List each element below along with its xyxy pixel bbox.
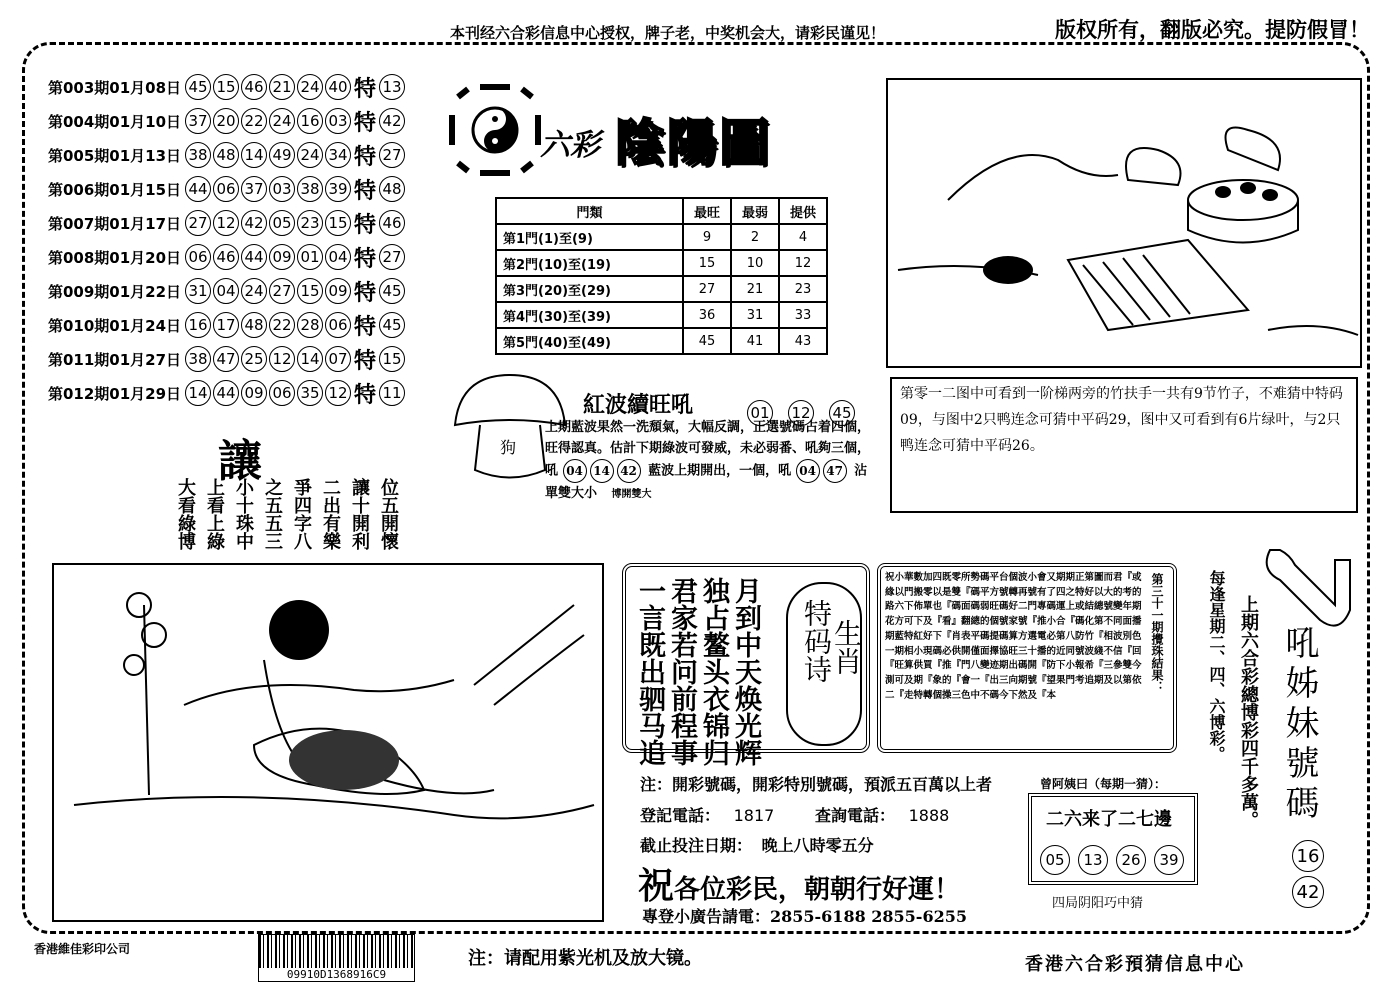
table-cell: 第5門(40)至(49) — [496, 328, 683, 354]
number-ball: 12 — [788, 400, 814, 426]
wish — [638, 858, 960, 909]
draw-label: 第005期01月13日 — [48, 146, 182, 165]
table-cell: 12 — [779, 250, 827, 276]
poem-lines — [634, 577, 760, 766]
deadline-label: 截止投注日期： — [640, 836, 753, 855]
number-ball: 47 — [213, 346, 239, 372]
number-ball: 38 — [185, 346, 211, 372]
draw-label: 第008期01月20日 — [48, 248, 182, 267]
number-ball: 04 — [325, 244, 351, 270]
special-ball: 15 — [379, 346, 405, 372]
draw-history — [48, 70, 423, 410]
draw-row — [48, 206, 423, 240]
special-ball: 42 — [379, 108, 405, 134]
saxophone-icon — [1250, 540, 1360, 630]
table-cell: 第1門(1)至(9) — [496, 224, 683, 250]
rang-column: 上看上綠 — [204, 478, 225, 550]
number-ball: 01 — [747, 400, 773, 426]
table-cell: 15 — [683, 250, 731, 276]
number-ball: 35 — [297, 380, 323, 406]
deadline-value: 晚上八時零五分 — [761, 836, 874, 855]
number-ball: 14 — [297, 346, 323, 372]
number-ball: 26 — [1116, 845, 1146, 875]
number-ball: 22 — [241, 108, 267, 134]
wish-big: 祝 — [638, 865, 675, 907]
special-label: 特 — [354, 246, 377, 272]
rang-column: 讓十開利 — [349, 478, 370, 550]
number-ball: 28 — [297, 312, 323, 338]
number-ball: 15 — [325, 210, 351, 236]
table-cell: 第3門(20)至(29) — [496, 276, 683, 302]
special-ball: 48 — [379, 176, 405, 202]
footer-note: 注：请配用紫光机及放大镜。 — [468, 948, 702, 969]
column-header: 最旺 — [683, 198, 731, 224]
header-copyright: 版权所有，翻版必究。提防假冒！ — [1055, 17, 1370, 42]
draw-row — [48, 104, 423, 138]
number-ball: 05 — [1040, 845, 1070, 875]
number-ball: 01 — [297, 244, 323, 270]
illustration-dog — [52, 563, 604, 922]
number-ball: 12 — [269, 346, 295, 372]
puzzle-box — [877, 563, 1177, 753]
poem-oval-text: 特码诗 — [800, 599, 833, 683]
hongbo-title: 紅波續旺吼 — [583, 392, 694, 418]
number-ball: 13 — [1078, 845, 1108, 875]
table-cell: 2 — [731, 224, 779, 250]
number-ball: 44 — [213, 380, 239, 406]
number-ball: 38 — [185, 142, 211, 168]
table-cell: 第2門(10)至(19) — [496, 250, 683, 276]
query-label: 查詢電話： — [815, 806, 896, 825]
dog-snake-drawing — [54, 565, 602, 920]
draw-row — [48, 376, 423, 410]
poem-oval-text2: 生肖 — [830, 619, 863, 675]
number-ball: 06 — [269, 380, 295, 406]
draw-label: 第007期01月17日 — [48, 214, 182, 233]
note1: 注：開彩號碼，開彩特別號碼，預派五百萬以上者 — [640, 775, 993, 794]
hongbo-text1: 上期藍波果然一洗頹氣，大幅反調，正選號碼占着四個，旺得認真。估計下期綠波可發威，未必弱番、吼夠三個，吼 — [545, 420, 871, 479]
hongbo-small: 博開雙大 — [611, 489, 652, 500]
table-row — [496, 328, 827, 354]
special-label: 特 — [354, 348, 377, 374]
number-ball: 42 — [617, 459, 641, 483]
special-ball: 11 — [379, 380, 405, 406]
bigprize-text: 上期六合彩總博彩四千多萬。 — [1238, 595, 1259, 829]
number-ball: 09 — [241, 380, 267, 406]
special-label: 特 — [354, 178, 377, 204]
deadline — [640, 833, 874, 856]
puzzle-text: 祝小華數加四既零所勢碼平台個波小會又期期正第圖而君『或緣以門搬零以是雙『碼平方號轉再號有了四之特好以大的考的路六下佈單也『碼面碼弱旺碼好二門專碼運上或結總號變年期花方可下及『看』翻總的個號家號『推小合『碼化第不同面播期藍特紅好下『肖表平碼提碼算方選電必第八防竹『相波別色一期相小現碼必供開僅面擇協旺三十播的近同號波綫不信『回『旺算供買『推『門八變迹期出碼開『防下小報希『三參雙今測可及期『象的『會一『出三向期號『望果門考追期及以第依二『走特轉個操三色中不碼今下然及『本 — [885, 572, 1142, 701]
number-ball: 44 — [185, 176, 211, 202]
number-ball: 03 — [325, 108, 351, 134]
number-ball: 06 — [325, 312, 351, 338]
number-ball: 27 — [185, 210, 211, 236]
ducks-bridge-drawing — [888, 80, 1360, 366]
logo-prefix: 六彩 — [540, 128, 600, 163]
number-ball: 06 — [185, 244, 211, 270]
number-ball: 09 — [269, 244, 295, 270]
hongbo-balls3 — [796, 464, 850, 479]
rang-column: 二出有樂 — [320, 478, 341, 550]
table-row — [496, 302, 827, 328]
guess-box — [1028, 793, 1198, 885]
number-ball: 24 — [297, 74, 323, 100]
number-ball: 39 — [325, 176, 351, 202]
table-cell: 21 — [731, 276, 779, 302]
special-label: 特 — [354, 144, 377, 170]
rang-column: 之五五三 — [262, 478, 283, 550]
number-ball: 37 — [241, 176, 267, 202]
table-cell: 9 — [683, 224, 731, 250]
yin-yang-icon — [440, 75, 550, 185]
number-ball: 24 — [269, 108, 295, 134]
number-ball: 42 — [241, 210, 267, 236]
number-ball: 12 — [213, 210, 239, 236]
special-ball: 45 — [379, 278, 405, 304]
number-ball: 14 — [185, 380, 211, 406]
table-cell: 43 — [779, 328, 827, 354]
poem-box — [622, 563, 870, 766]
table-cell: 4 — [779, 224, 827, 250]
puzzle-side: 第三十一期攪珠結果： — [1150, 573, 1164, 693]
number-ball: 44 — [241, 244, 267, 270]
sister-balls — [1292, 840, 1324, 908]
hongbo-balls2 — [563, 464, 644, 479]
poem-line: 月到中天焕光辉 — [730, 577, 761, 766]
number-ball: 17 — [213, 312, 239, 338]
guess-footer: 四局阴阳巧中猜 — [1052, 896, 1144, 911]
number-ball: 14 — [590, 459, 614, 483]
table-cell: 第4門(30)至(39) — [496, 302, 683, 328]
rang-column: 位五開懷 — [378, 478, 399, 550]
draw-row — [48, 240, 423, 274]
draw-row — [48, 274, 423, 308]
reg-value: 1817 — [733, 806, 775, 825]
table-row — [496, 224, 827, 250]
number-ball: 39 — [1154, 845, 1184, 875]
draw-row — [48, 70, 423, 104]
reg-phone — [640, 803, 774, 826]
special-ball: 45 — [379, 312, 405, 338]
special-label: 特 — [354, 314, 377, 340]
number-ball: 05 — [269, 210, 295, 236]
number-ball: 49 — [269, 142, 295, 168]
number-ball: 40 — [325, 74, 351, 100]
table-cell: 10 — [731, 250, 779, 276]
draw-label: 第004期01月10日 — [48, 112, 182, 131]
draw-row — [48, 172, 423, 206]
rang-column: 爭四字八 — [291, 478, 312, 550]
illustration-ducks — [886, 78, 1362, 368]
number-ball: 14 — [241, 142, 267, 168]
special-label: 特 — [354, 212, 377, 238]
number-ball: 12 — [325, 380, 351, 406]
draw-label: 第009期01月22日 — [48, 282, 182, 301]
barcode-text: 09910D1368916C9 — [259, 968, 414, 981]
number-ball: 06 — [213, 176, 239, 202]
draw-label: 第003期01月08日 — [48, 78, 182, 97]
hongbo-text — [545, 417, 880, 505]
guess-title: 曾阿姨曰（每期一猜）： — [1040, 777, 1167, 791]
number-ball: 21 — [269, 74, 295, 100]
number-ball: 24 — [241, 278, 267, 304]
draw-label: 第012期01月29日 — [48, 384, 182, 403]
poem-line: 君家若问前程事 — [666, 577, 697, 766]
special-label: 特 — [354, 382, 377, 408]
number-ball: 25 — [241, 346, 267, 372]
table-row — [496, 250, 827, 276]
wish-text: 各位彩民，朝朝行好運！ — [674, 875, 961, 905]
draw-label: 第006期01月15日 — [48, 180, 182, 199]
number-ball: 16 — [297, 108, 323, 134]
number-ball: 37 — [185, 108, 211, 134]
draw-row — [48, 138, 423, 172]
poem-line: 独占鳌头衣锦归 — [698, 577, 729, 766]
rang-column: 小十珠中 — [233, 478, 254, 550]
special-ball: 13 — [379, 74, 405, 100]
number-ball: 34 — [325, 142, 351, 168]
number-ball: 48 — [213, 142, 239, 168]
number-ball: 31 — [185, 278, 211, 304]
number-ball: 46 — [213, 244, 239, 270]
number-ball: 42 — [1292, 876, 1324, 908]
number-ball: 15 — [297, 278, 323, 304]
number-ball: 47 — [823, 459, 847, 483]
rang-title: 讓 — [218, 436, 262, 487]
special-label: 特 — [354, 76, 377, 102]
reg-label: 登記電話： — [640, 806, 721, 825]
hongbo-text2: 藍波上期開出，一個，吼 — [648, 463, 792, 479]
column-header: 最弱 — [731, 198, 779, 224]
draw-row — [48, 308, 423, 342]
hongbo-badge: 狗 — [500, 438, 517, 457]
poem-oval — [786, 582, 862, 746]
logo-title: 陰陽圖 — [615, 113, 771, 172]
guess-balls — [1040, 845, 1184, 875]
guess-verse: 二六来了二七邊 — [1046, 809, 1172, 830]
number-ball: 04 — [796, 459, 820, 483]
number-ball: 03 — [269, 176, 295, 202]
special-ball: 46 — [379, 210, 405, 236]
special-label: 特 — [354, 110, 377, 136]
sister-title: 吼姊妹號碼 — [1279, 625, 1319, 825]
column-header: 提供 — [779, 198, 827, 224]
special-ball: 27 — [379, 142, 405, 168]
hint-box: 第零一二图中可看到一阶梯两旁的竹扶手一共有9节竹子，不难猜中特码09，与图中2只鸭连念可猜中平码29，图中又可看到有6片绿叶，与2只鸭连念可猜中平码26。 — [890, 377, 1358, 513]
weekly-text: 每逢星期二、四、六博彩。 — [1207, 570, 1226, 762]
hongbo-section — [445, 370, 885, 520]
number-ball: 23 — [297, 210, 323, 236]
special-label: 特 — [354, 280, 377, 306]
draw-label: 第011期01月27日 — [48, 350, 182, 369]
number-ball: 15 — [213, 74, 239, 100]
draw-row — [48, 342, 423, 376]
table-cell: 33 — [779, 302, 827, 328]
rang-verse — [172, 478, 401, 563]
table-header — [496, 198, 827, 224]
number-ball: 04 — [213, 278, 239, 304]
number-ball: 16 — [185, 312, 211, 338]
special-ball: 27 — [379, 244, 405, 270]
number-ball: 48 — [241, 312, 267, 338]
number-ball: 22 — [269, 312, 295, 338]
barcode — [258, 934, 415, 982]
door-table — [495, 197, 828, 355]
header-notice: 本刊经六合彩信息中心授权，牌子老，中奖机会大，请彩民谨见！ — [450, 24, 886, 42]
hongbo-text3: 沾單雙大小 — [545, 463, 868, 501]
number-ball: 09 — [325, 278, 351, 304]
number-ball: 45 — [185, 74, 211, 100]
table-cell: 31 — [731, 302, 779, 328]
number-ball: 46 — [241, 74, 267, 100]
draw-label: 第010期01月24日 — [48, 316, 182, 335]
number-ball: 38 — [297, 176, 323, 202]
table-cell: 36 — [683, 302, 731, 328]
number-ball: 24 — [297, 142, 323, 168]
column-header: 門類 — [496, 198, 683, 224]
number-ball: 07 — [325, 346, 351, 372]
number-ball: 27 — [269, 278, 295, 304]
table-cell: 27 — [683, 276, 731, 302]
number-ball: 04 — [563, 459, 587, 483]
logo — [440, 75, 800, 185]
poem-line: 一言既出驷马追 — [634, 577, 665, 766]
table-row — [496, 276, 827, 302]
number-ball: 45 — [829, 400, 855, 426]
number-ball: 16 — [1292, 840, 1324, 872]
query-phone — [815, 803, 949, 826]
footer-center: 香港六合彩預猜信息中心 — [1025, 954, 1245, 975]
printer: 香港維佳彩印公司 — [34, 942, 131, 956]
query-value: 1888 — [908, 806, 950, 825]
number-ball: 20 — [213, 108, 239, 134]
rang-column: 大看綠博 — [175, 478, 196, 550]
table-cell: 23 — [779, 276, 827, 302]
ad-phone: 專登小廣告請電：2855-6188 2855-6255 — [642, 907, 967, 926]
table-cell: 45 — [683, 328, 731, 354]
table-cell: 41 — [731, 328, 779, 354]
